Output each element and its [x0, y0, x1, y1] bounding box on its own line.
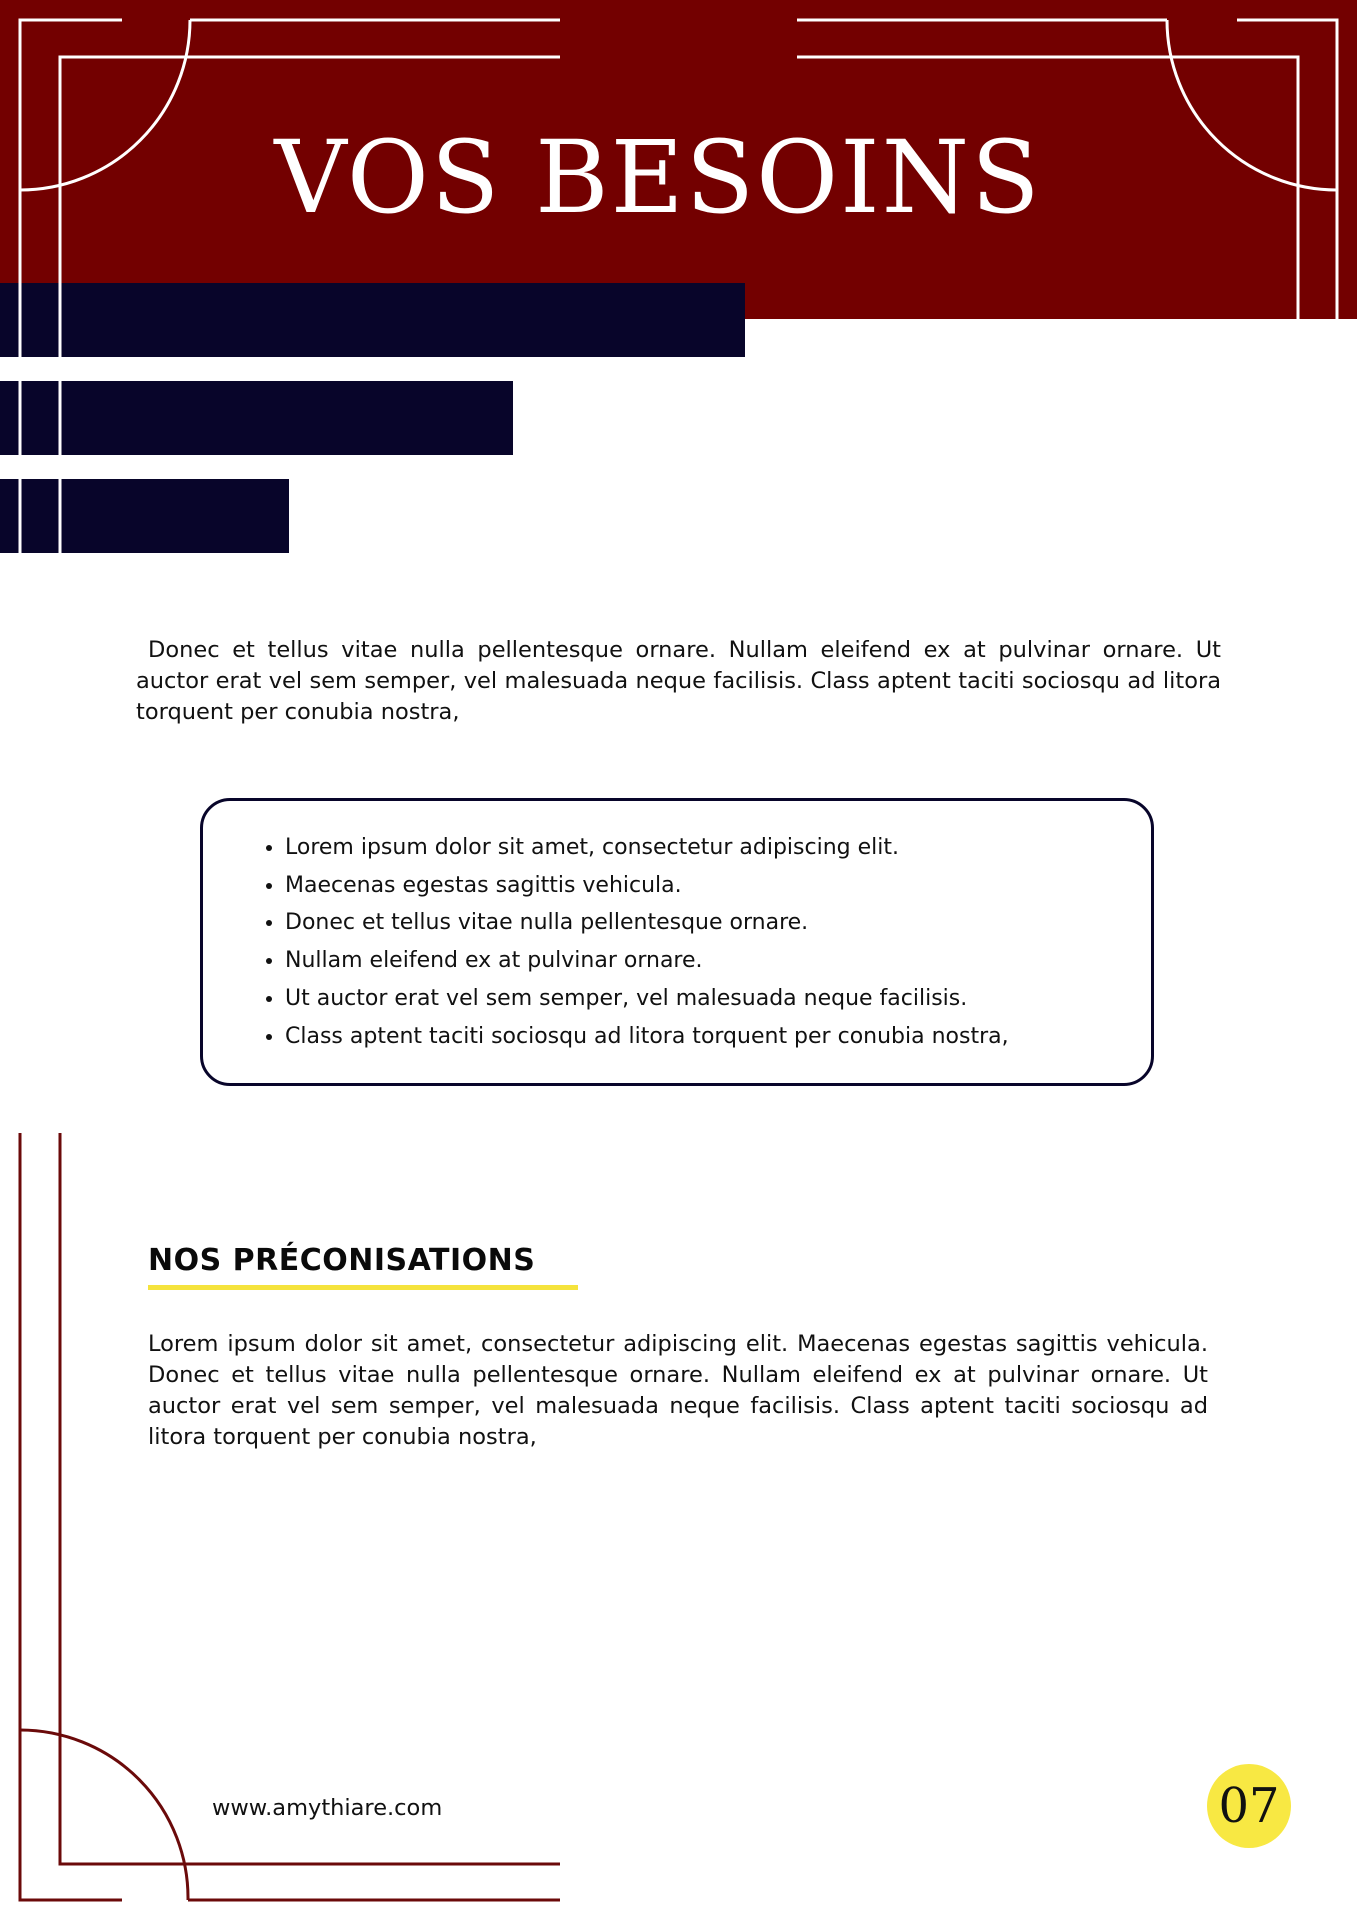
recommendations-paragraph: Lorem ipsum dolor sit amet, consectetur adipiscing elit. Maecenas egestas sagittis vehicula. Donec et tellus vitae nulla pellentesque ornare. Nullam eleifend ex at pulvinar ornare. Ut auctor erat vel sem semper, vel malesuada neque facilisis. Class aptent taciti sociosqu ad litora torquent per conubia nostra,: [148, 1331, 1208, 1450]
needs-bullet-box: [200, 798, 1154, 1086]
list-item: • Maecenas egestas sagittis vehicula.: [285, 867, 1151, 905]
list-item: • Nullam eleifend ex at pulvinar ornare.: [285, 942, 1151, 980]
page-title: VOS BESOINS: [274, 119, 1042, 236]
page-number-badge: 07: [1207, 1764, 1291, 1848]
intro-paragraph: Donec et tellus vitae nulla pellentesque ornare. Nullam eleifend ex at pulvinar ornare. Ut auctor erat vel sem semper, vel malesuada neque facilisis. Class aptent taciti sociosqu ad litora torquent per conubia nostra,: [136, 637, 1221, 725]
footer-website-link[interactable]: www.amythiare.com: [212, 1795, 443, 1821]
needs-list: [203, 801, 1151, 1055]
navy-bar-long: [0, 283, 745, 357]
list-item: • Donec et tellus vitae nulla pellentesque ornare.: [285, 904, 1151, 942]
list-item: • Class aptent taciti sociosqu ad litora torquent per conubia nostra,: [285, 1018, 1151, 1056]
navy-bar-medium: [0, 381, 513, 455]
navy-bar-short: [0, 479, 289, 553]
list-item: • Lorem ipsum dolor sit amet, consectetur adipiscing elit.: [285, 829, 1151, 867]
list-item: • Ut auctor erat vel sem semper, vel malesuada neque facilisis.: [285, 980, 1151, 1018]
section-heading: NOS PRÉCONISATIONS: [148, 1243, 536, 1278]
heading-underline: [148, 1285, 578, 1290]
